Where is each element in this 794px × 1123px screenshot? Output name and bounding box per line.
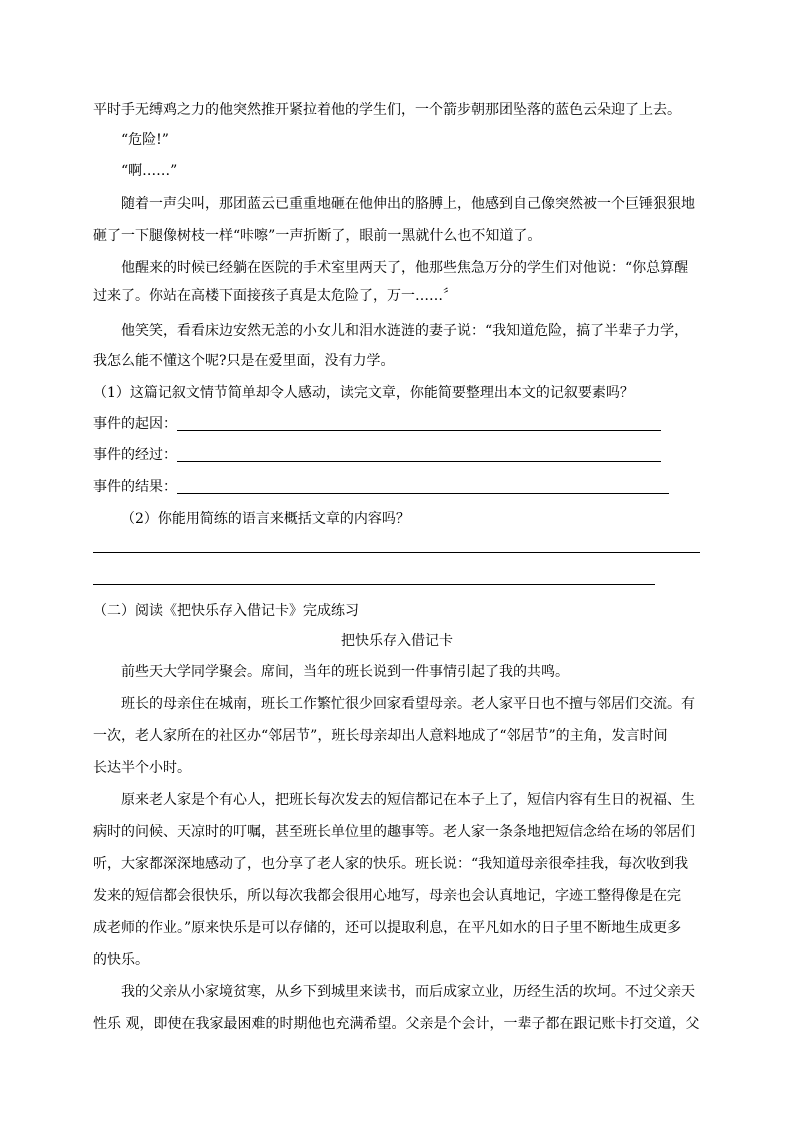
article-line: 长达半个小时。 bbox=[93, 760, 191, 776]
question-one: （1）这篇记叙文情节简单却令人感动，读完文章，你能简要整理出本文的记叙要素吗？ bbox=[93, 385, 634, 401]
answer-line-summary-1[interactable] bbox=[93, 552, 700, 553]
passage-line: “啊……” bbox=[121, 163, 178, 179]
question-two: （2）你能用简练的语言来概括文章的内容吗？ bbox=[121, 511, 410, 527]
section-heading: （二）阅读《把快乐存入借记卡》完成练习 bbox=[93, 603, 359, 619]
field-label-cause: 事件的起因： bbox=[93, 416, 177, 432]
passage-line: 砸了一下腿像树枝一样“咔嚓”一声折断了，眼前一黑就什么也不知道了。 bbox=[93, 228, 542, 244]
answer-line-process[interactable] bbox=[177, 461, 661, 462]
article-line: 病时的问候、天凉时的叮嘱，甚至班长单位里的趣事等。老人家一条条地把短信念给在场的邻居们 bbox=[93, 824, 695, 840]
passage-line: 他醒来的时候已经躺在医院的手术室里两天了，他那些焦急万分的学生们对他说：“你总算醒 bbox=[121, 260, 689, 276]
article-line: 的快乐。 bbox=[93, 952, 149, 968]
article-line: 发来的短信都会很快乐，所以每次我都会很用心地写，母亲也会认真地记，字迹工整得像是在完 bbox=[93, 888, 681, 904]
article-line: 听，大家都深深地感动了，也分享了老人家的快乐。班长说：“我知道母亲很牵挂我，每次收到我 bbox=[93, 856, 689, 872]
answer-line-cause[interactable] bbox=[177, 430, 661, 431]
passage-line: 他笑笑，看看床边安然无恙的小女儿和泪水涟涟的妻子说：“我知道危险，搞了半辈子力学， bbox=[121, 323, 689, 339]
article-line: 前些天大学同学聚会。席间，当年的班长说到一件事情引起了我的共鸣。 bbox=[121, 664, 569, 680]
article-line: 班长的母亲住在城南，班长工作繁忙很少回家看望母亲。老人家平日也不擅与邻居们交流。有 bbox=[121, 696, 695, 712]
passage-line: “危险!” bbox=[121, 132, 169, 148]
article-title: 把快乐存入借记卡 bbox=[341, 633, 453, 649]
passage-line: 随着一声尖叫，那团蓝云已重重地砸在他伸出的胳膊上，他感到自己像突然被一个巨锤狠狠地 bbox=[121, 196, 695, 212]
answer-line-summary-2[interactable] bbox=[93, 584, 655, 585]
passage-line: 平时手无缚鸡之力的他突然推开紧拉着他的学生们，一个箭步朝那团坠落的蓝色云朵迎了上去。 bbox=[93, 102, 681, 118]
article-line: 性乐 观，即使在我家最困难的时期他也充满希望。父亲是个会计，一辈子都在跟记账卡打交道，父 bbox=[93, 1016, 700, 1032]
passage-line: 过来了。你站在高楼下面接孩子真是太危险了，万一……〞 bbox=[93, 288, 457, 304]
field-label-process: 事件的经过： bbox=[93, 447, 177, 463]
article-line: 成老师的作业。”原来快乐是可以存储的，还可以提取利息，在平凡如水的日子里不断地生成更多 bbox=[93, 920, 682, 936]
answer-line-result[interactable] bbox=[177, 493, 669, 494]
field-label-result: 事件的结果： bbox=[93, 479, 177, 495]
passage-line: 我怎么能不懂这个呢?只是在爱里面，没有力学。 bbox=[93, 353, 395, 369]
article-line: 原来老人家是个有心人，把班长每次发去的短信都记在本子上了，短信内容有生日的祝福、生 bbox=[121, 792, 695, 808]
article-line: 一次，老人家所在的社区办“邻居节”，班长母亲却出人意料地成了“邻居节”的主角，发言时间 bbox=[93, 728, 668, 744]
article-line: 我的父亲从小家境贫寒，从乡下到城里来读书，而后成家立业，历经生活的坎坷。不过父亲天 bbox=[121, 984, 695, 1000]
